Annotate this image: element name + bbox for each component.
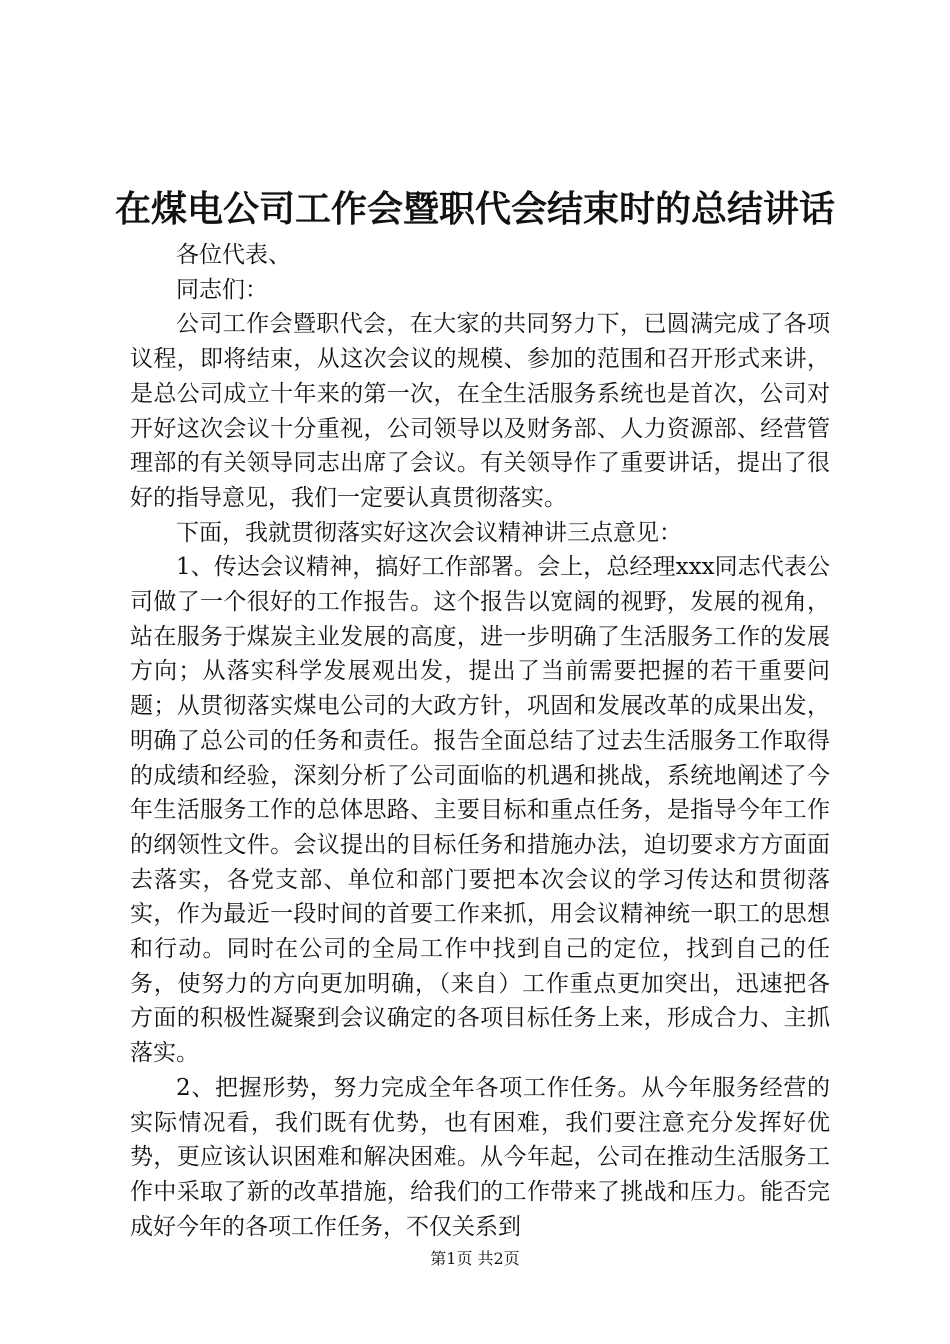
document-body: [130, 238, 830, 1244]
body-paragraph: 1、传达会议精神，搞好工作部署。会上，总经理xxx同志代表公司做了一个很好的工作报告。这个报告以宽阔的视野，发展的视角，站在服务于煤炭主业发展的高度，进一步明确了生活服务工作的发展方向；从落实科学发展观出发，提出了当前需要把握的若干重要问题；从贯彻落实煤电公司的大政方针，巩固和发展改革的成果出发，明确了总公司的任务和责任。报告全面总结了过去生活服务工作取得的成绩和经验，深刻分析了公司面临的机遇和挑战，系统地阐述了今年生活服务工作的总体思路、主要目标和重点任务，是指导今年工作的纲领性文件。会议提出的目标任务和措施办法，迫切要求方方面面去落实，各党支部、单位和部门要把本次会议的学习传达和贯彻落实，作为最近一段时间的首要工作来抓，用会议精神统一职工的思想和行动。同时在公司的全局工作中找到自己的定位，找到自己的任务，使努力的方向更加明确，（来自）工作重点更加突出，迅速把各方面的积极性凝聚到会议确定的各项目标任务上来，形成合力、主抓落实。: [130, 554, 830, 1067]
body-paragraph: 2、把握形势，努力完成全年各项工作任务。从今年服务经营的实际情况看，我们既有优势，也有困难，我们要注意充分发挥好优势，更应该认识困难和解决困难。从今年起，公司在推动生活服务工作中采取了新的改革措施，给我们的工作带来了挑战和压力。能否完成好今年的各项工作任务，不仅关系到: [130, 1074, 830, 1240]
document-title: 在煤电公司工作会暨职代会结束时的总结讲话: [114, 188, 835, 230]
body-paragraph: 下面，我就贯彻落实好这次会议精神讲三点意见：: [176, 519, 682, 546]
body-paragraph: 公司工作会暨职代会，在大家的共同努力下，已圆满完成了各项议程，即将结束，从这次会议的规模、参加的范围和召开形式来讲，是总公司成立十年来的第一次，在全生活服务系统也是首次，公司对开好这次会议十分重视，公司领导以及财务部、人力资源部、经营管理部的有关领导同志出席了会议。有关领导作了重要讲话，提出了很好的指导意见，我们一定要认真贯彻落实。: [130, 311, 830, 511]
salutation-line: 各位代表、: [176, 242, 291, 268]
page-number-footer: 第1页 共2页: [430, 1249, 520, 1268]
salutation-line: 同志们：: [176, 276, 268, 303]
